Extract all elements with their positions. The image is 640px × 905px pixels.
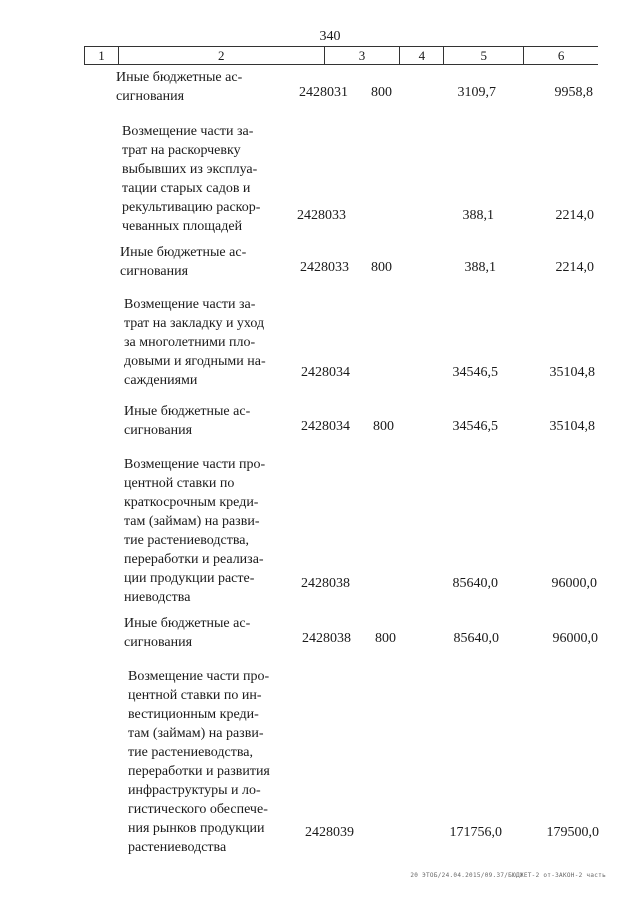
- row-description: Возмещение части про- центной ставки по ин- вестиционным креди- там (займам) на разви- тие растениеводства, переработки и развития инфраструктуры и ло- гистического обеспече- ния рынков продукции растениеводства: [128, 669, 270, 855]
- row-code: 2428038: [301, 576, 350, 591]
- row-amount-col6: 96000,0: [552, 631, 598, 646]
- column-header-5: 5: [444, 47, 524, 64]
- row-amount-col5: 85640,0: [452, 576, 498, 591]
- row-code: 2428034: [301, 365, 350, 380]
- page-number: 340: [319, 29, 341, 44]
- column-header-2: 2: [119, 47, 325, 64]
- row-code: 2428031: [299, 85, 348, 100]
- row-code: 2428033: [300, 260, 349, 275]
- footer-stamp: 20 ЭТОБ/24.04.2015/09.37/БЮДЖЕТ-2 от-ЗАКОН-2 часть: [410, 872, 606, 879]
- row-amount-col6: 2214,0: [555, 260, 594, 275]
- row-amount-col5: 34546,5: [452, 365, 498, 380]
- row-code: 2428034: [301, 419, 350, 434]
- column-header-4: 4: [400, 47, 444, 64]
- row-description: Возмещение части за- трат на раскорчевку выбывших из эксплуа- тации старых садов и рекультивацию раскор- чеванных площадей: [122, 124, 261, 234]
- row-amount-col6: 35104,8: [549, 365, 595, 380]
- row-amount-col5: 171756,0: [449, 825, 502, 840]
- row-amount-col6: 9958,8: [554, 85, 593, 100]
- row-code: 2428038: [302, 631, 351, 646]
- row-description: Возмещение части про- центной ставки по краткосрочным креди- там (займам) на разви- тие растениеводства, переработки и реализа- ции продукции расте- ниеводства: [124, 457, 266, 605]
- row-code: 2428033: [297, 208, 346, 223]
- row-description: Иные бюджетные ас- сигнования: [116, 70, 243, 104]
- column-header-row: [84, 46, 598, 65]
- row-amount-col5: 34546,5: [452, 419, 498, 434]
- row-expense-type: 800: [371, 260, 392, 275]
- row-description: Иные бюджетные ас- сигнования: [120, 245, 247, 279]
- column-header-6: 6: [557, 48, 565, 63]
- row-expense-type: 800: [375, 631, 396, 646]
- row-expense-type: 800: [371, 85, 392, 100]
- row-amount-col6: 35104,8: [549, 419, 595, 434]
- row-amount-col5: 388,1: [462, 208, 494, 223]
- row-expense-type: 800: [373, 419, 394, 434]
- row-amount-col5: 3109,7: [457, 85, 496, 100]
- row-description: Возмещение части за- трат на закладку и уход за многолетними пло- довыми и ягодными на- саждениями: [124, 297, 266, 388]
- row-amount-col6: 179500,0: [546, 825, 599, 840]
- column-header-1: 1: [85, 47, 119, 64]
- row-amount-col6: 2214,0: [555, 208, 594, 223]
- row-amount-col5: 85640,0: [453, 631, 499, 646]
- row-amount-col5: 388,1: [464, 260, 496, 275]
- row-description: Иные бюджетные ас- сигнования: [124, 616, 251, 650]
- row-amount-col6: 96000,0: [551, 576, 597, 591]
- row-code: 2428039: [305, 825, 354, 840]
- row-description: Иные бюджетные ас- сигнования: [124, 404, 251, 438]
- column-header-3: 3: [325, 47, 401, 64]
